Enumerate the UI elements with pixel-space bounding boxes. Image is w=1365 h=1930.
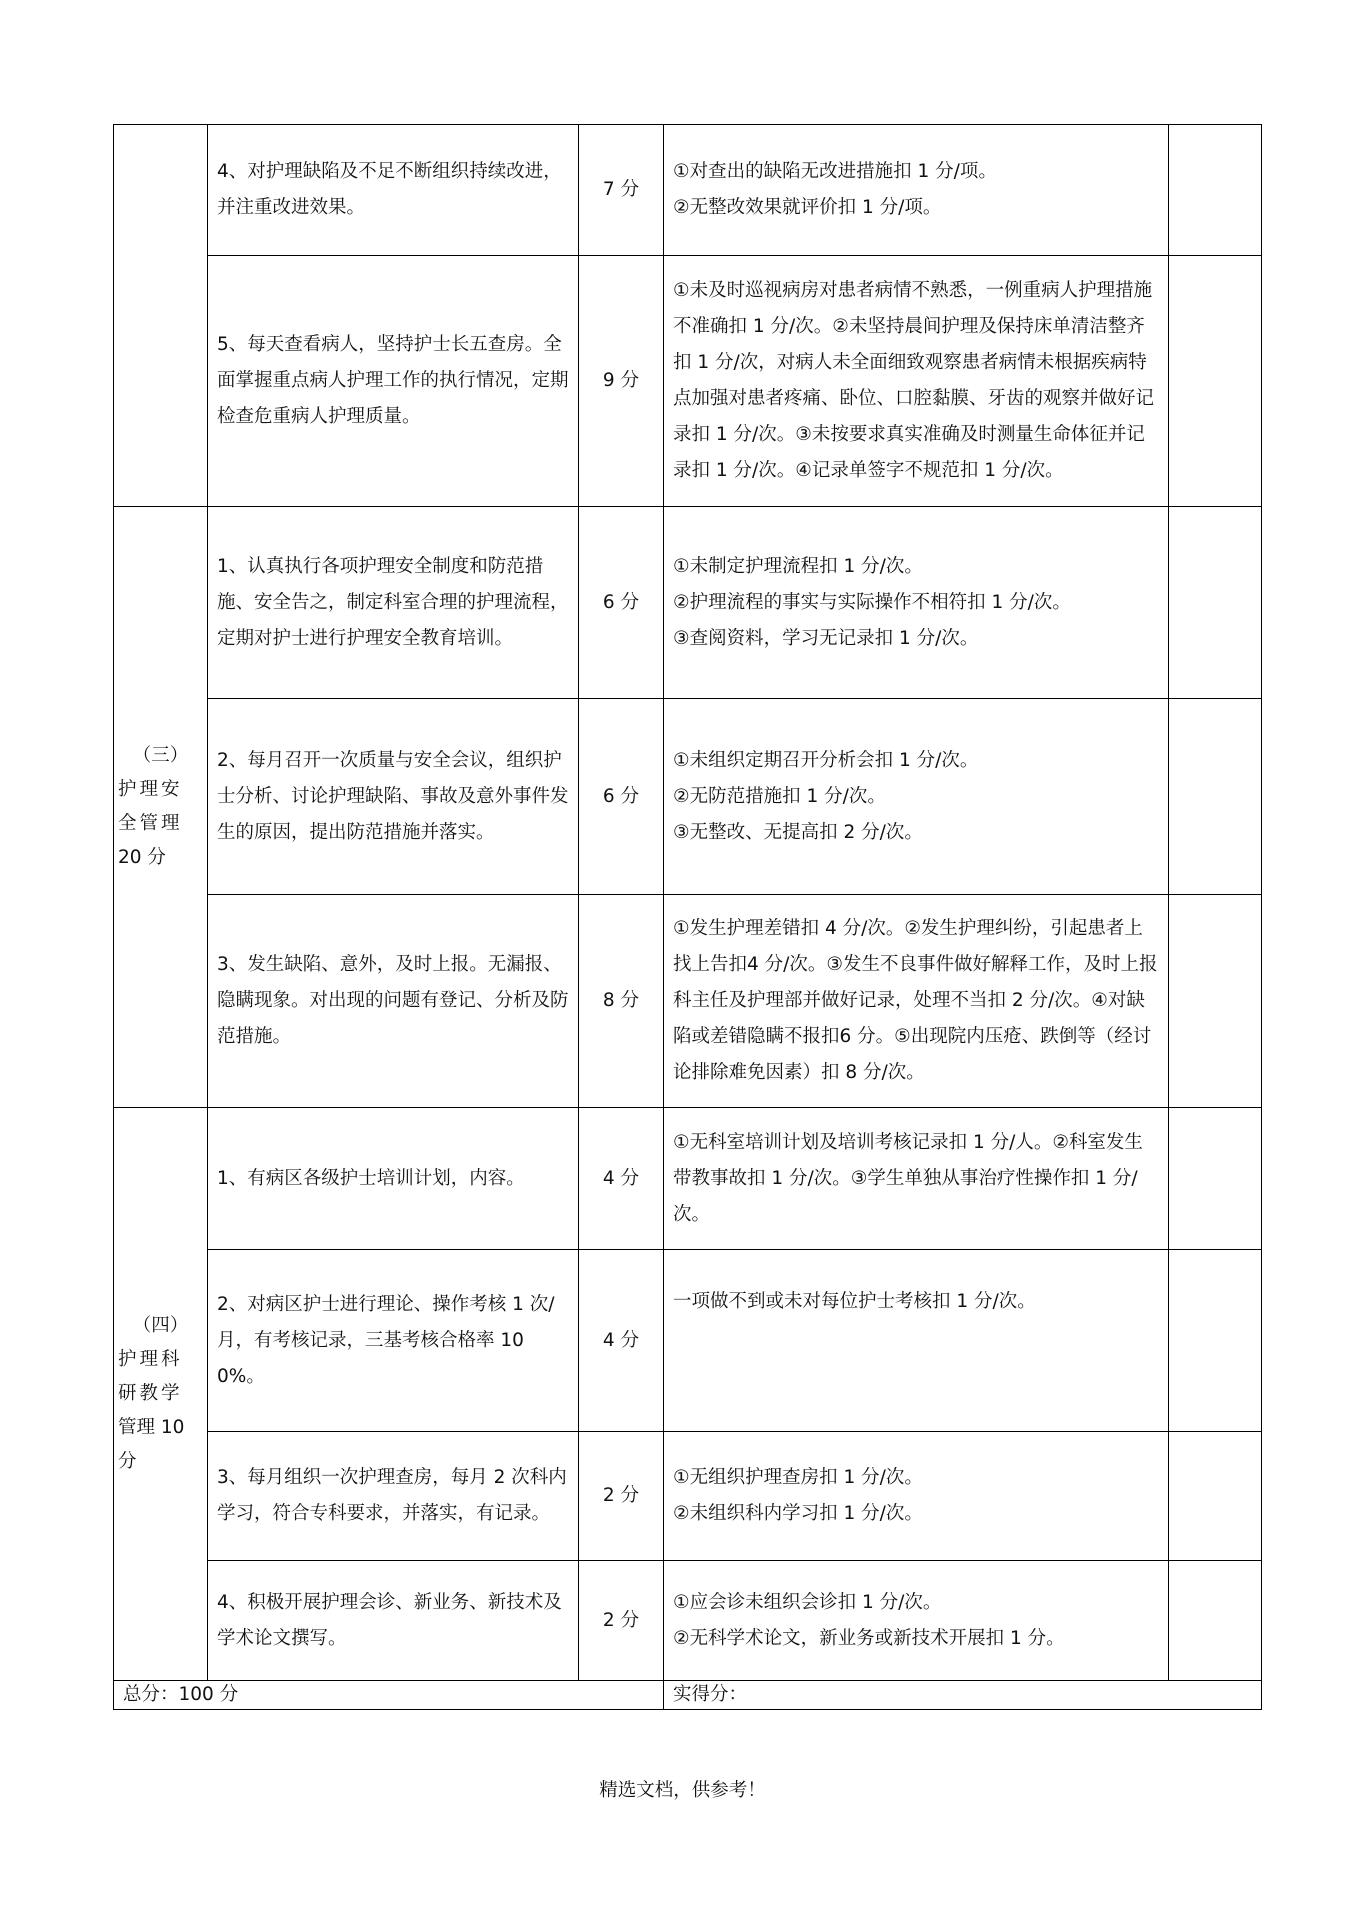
- requirement-cell: 1、认真执行各项护理安全制度和防范措施、安全告之，制定科室合理的护理流程，定期对护士进行护理安全教育培训。: [208, 507, 579, 699]
- standard-cell: [664, 1250, 1169, 1432]
- score-cell: 2 分: [579, 1561, 664, 1681]
- page-footer-note: 精选文档，供参考！: [599, 1780, 766, 1801]
- section-label-cell: [114, 507, 208, 1108]
- section-label-line: 研教学: [118, 1383, 183, 1404]
- actual-score-label: 实得分：: [664, 1681, 1262, 1710]
- standard-line: ②无科学术论文，新业务或新技术开展扣 1 分。: [673, 1627, 1065, 1649]
- standard-cell: [664, 256, 1169, 507]
- total-score-label: 总分：100 分: [114, 1681, 664, 1710]
- actual-score-cell: [1169, 507, 1262, 699]
- table-row: [114, 1561, 1262, 1681]
- actual-score-cell: [1169, 125, 1262, 256]
- score-cell: 6 分: [579, 699, 664, 895]
- score-cell: 7 分: [579, 125, 664, 256]
- table-row: [114, 125, 1262, 256]
- standard-line: ③查阅资料，学习无记录扣 1 分/次。: [673, 627, 979, 649]
- requirement-cell: 4、对护理缺陷及不足不断组织持续改进，并注重改进效果。: [208, 125, 579, 256]
- score-cell: 4 分: [579, 1108, 664, 1250]
- section-label-line: 全管理: [118, 813, 183, 834]
- standard-line: ①对查出的缺陷无改进措施扣 1 分/项。: [673, 161, 997, 182]
- section-label-line: 护理科: [118, 1349, 183, 1370]
- section-label-cell: [114, 125, 208, 507]
- standard-line: ③无整改、无提高扣 2 分/次。: [673, 821, 923, 843]
- standard-cell: [664, 1432, 1169, 1561]
- standard-line: ②护理流程的事实与实际操作不相符扣 1 分/次。: [673, 591, 1071, 613]
- standard-line: ②无防范措施扣 1 分/次。: [673, 785, 886, 807]
- section-label-line: 20 分: [118, 847, 166, 868]
- total-row: [114, 1681, 1262, 1710]
- scoring-table: [113, 124, 1262, 1710]
- standard-line: ①未制定护理流程扣 1 分/次。: [673, 555, 923, 577]
- standard-line: ②未组织科内学习扣 1 分/次。: [673, 1503, 923, 1524]
- table-row: [114, 1108, 1262, 1250]
- table-row: [114, 1250, 1262, 1432]
- requirement-cell: 3、每月组织一次护理查房，每月 2 次科内学习，符合专科要求，并落实，有记录。: [208, 1432, 579, 1561]
- table-row: [114, 895, 1262, 1108]
- standard-cell: [664, 895, 1169, 1108]
- standard-cell: [664, 1561, 1169, 1681]
- standard-line: ①发生护理差错扣 4 分/次。②发生护理纠纷，引起患者上找上告扣4 分/次。③发生不良事件做好解释工作，及时上报科主任及护理部并做好记录，处理不当扣 2 分/次。④对缺陷或差错隐瞒不报扣6 分。⑤出现院内压疮、跌倒等（经讨论排除难免因素）扣 8 分/次。: [673, 918, 1158, 1083]
- section-label-line: 分: [118, 1451, 137, 1472]
- actual-score-cell: [1169, 256, 1262, 507]
- actual-score-cell: [1169, 1250, 1262, 1432]
- standard-line: ①应会诊未组织会诊扣 1 分/次。: [673, 1591, 942, 1613]
- section-label-line: （三）: [132, 745, 189, 766]
- standard-cell: [664, 699, 1169, 895]
- standard-line: 一项做不到或未对每位护士考核扣 1 分/次。: [673, 1291, 1036, 1312]
- score-cell: 9 分: [579, 256, 664, 507]
- requirement-cell: 3、发生缺陷、意外，及时上报。无漏报、隐瞒现象。对出现的问题有登记、分析及防范措施。: [208, 895, 579, 1108]
- requirement-cell: 2、每月召开一次质量与安全会议，组织护士分析、讨论护理缺陷、事故及意外事件发生的原因，提出防范措施并落实。: [208, 699, 579, 895]
- standard-cell: [664, 1108, 1169, 1250]
- table-row: [114, 507, 1262, 699]
- score-cell: 4 分: [579, 1250, 664, 1432]
- table-row: [114, 256, 1262, 507]
- requirement-cell: 2、对病区护士进行理论、操作考核 1 次/月，有考核记录，三基考核合格率 100%。: [208, 1250, 579, 1432]
- table-row: [114, 1432, 1262, 1561]
- actual-score-cell: [1169, 895, 1262, 1108]
- requirement-cell: 4、积极开展护理会诊、新业务、新技术及学术论文撰写。: [208, 1561, 579, 1681]
- standard-cell: [664, 507, 1169, 699]
- score-cell: 2 分: [579, 1432, 664, 1561]
- score-cell: 8 分: [579, 895, 664, 1108]
- standard-cell: [664, 125, 1169, 256]
- actual-score-cell: [1169, 699, 1262, 895]
- standard-line: ①未组织定期召开分析会扣 1 分/次。: [673, 749, 979, 771]
- requirement-cell: 5、每天查看病人，坚持护士长五查房。全面掌握重点病人护理工作的执行情况，定期检查危重病人护理质量。: [208, 256, 579, 507]
- standard-line: ①无组织护理查房扣 1 分/次。: [673, 1467, 923, 1488]
- score-cell: 6 分: [579, 507, 664, 699]
- actual-score-cell: [1169, 1108, 1262, 1250]
- section-label-line: （四）: [132, 1315, 189, 1336]
- section-label-line: 护理安: [118, 779, 183, 800]
- table-row: [114, 699, 1262, 895]
- section-label-line: 管理 10: [118, 1417, 185, 1438]
- standard-line: ①无科室培训计划及培训考核记录扣 1 分/人。②科室发生带教事故扣 1 分/次。③学生单独从事治疗性操作扣 1 分/次。: [673, 1131, 1143, 1225]
- requirement-cell: 1、有病区各级护士培训计划，内容。: [208, 1108, 579, 1250]
- section-label-cell: [114, 1108, 208, 1681]
- actual-score-cell: [1169, 1561, 1262, 1681]
- actual-score-cell: [1169, 1432, 1262, 1561]
- standard-line: ②无整改效果就评价扣 1 分/项。: [673, 197, 942, 218]
- standard-line: ①未及时巡视病房对患者病情不熟悉，一例重病人护理措施不准确扣 1 分/次。②未坚持晨间护理及保持床单清洁整齐扣 1 分/次，对病人未全面细致观察患者病情未根据疾病特点加强对患者疼痛、卧位、口腔黏膜、牙齿的观察并做好记录扣 1 分/次。③未按要求真实准确及时测量生命体征并记录扣 1 分/次。④记录单签字不规范扣 1 分/次。: [673, 280, 1155, 481]
